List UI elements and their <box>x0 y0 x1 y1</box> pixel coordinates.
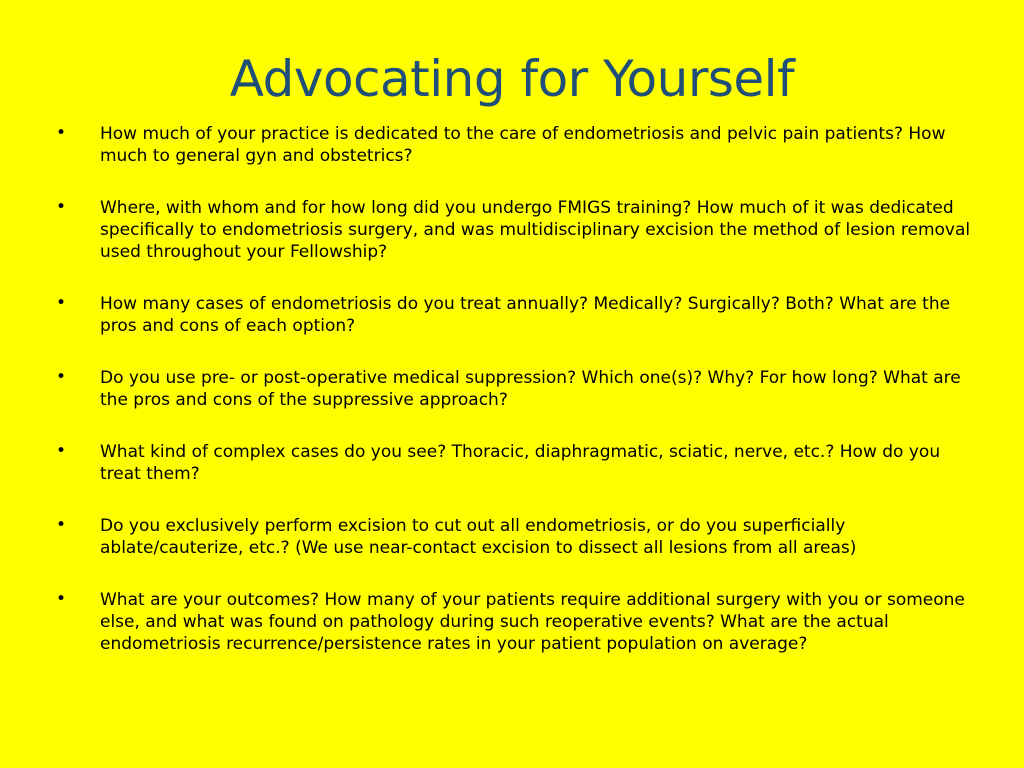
bullet-dot-icon: • <box>56 367 67 387</box>
bullet-text: How many cases of endometriosis do you treat annually? Medically? Surgically? Both? What are the pros and cons of each option? <box>100 294 951 336</box>
bullet-item <box>56 367 976 411</box>
bullet-dot-icon: • <box>56 123 67 143</box>
bullet-item <box>56 589 976 655</box>
bullet-text: What kind of complex cases do you see? Thoracic, diaphragmatic, sciatic, nerve, etc.? How do you treat them? <box>100 442 941 484</box>
bullet-text: Where, with whom and for how long did you undergo FMIGS training? How much of it was dedicated specifically to endometriosis surgery, and was multidisciplinary excision the method of lesion removal used throughout your Fellowship? <box>100 198 971 262</box>
bullet-dot-icon: • <box>56 441 67 461</box>
bullet-dot-icon: • <box>56 293 67 313</box>
bullet-item <box>56 197 976 263</box>
bullet-dot-icon: • <box>56 589 67 609</box>
bullet-dot-icon: • <box>56 515 67 535</box>
bullet-item <box>56 123 976 167</box>
bullet-list <box>56 123 976 685</box>
slide-title: Advocating for Yourself <box>229 50 795 108</box>
bullet-text: How much of your practice is dedicated to the care of endometriosis and pelvic pain patients? How much to general gyn and obstetrics? <box>100 124 946 166</box>
bullet-item <box>56 515 976 559</box>
bullet-dot-icon: • <box>56 197 67 217</box>
bullet-item <box>56 293 976 337</box>
bullet-text: Do you use pre- or post-operative medical suppression? Which one(s)? Why? For how long? What are the pros and cons of the suppressive approach? <box>100 368 961 410</box>
bullet-item <box>56 441 976 485</box>
bullet-text: What are your outcomes? How many of your patients require additional surgery with you or someone else, and what was found on pathology during such reoperative events? What are the actual endometriosis recurrence/persistence rates in your patient population on average? <box>100 590 965 654</box>
bullet-text: Do you exclusively perform excision to cut out all endometriosis, or do you superficially ablate/cauterize, etc.? (We use near-contact excision to dissect all lesions from all areas) <box>100 516 857 558</box>
